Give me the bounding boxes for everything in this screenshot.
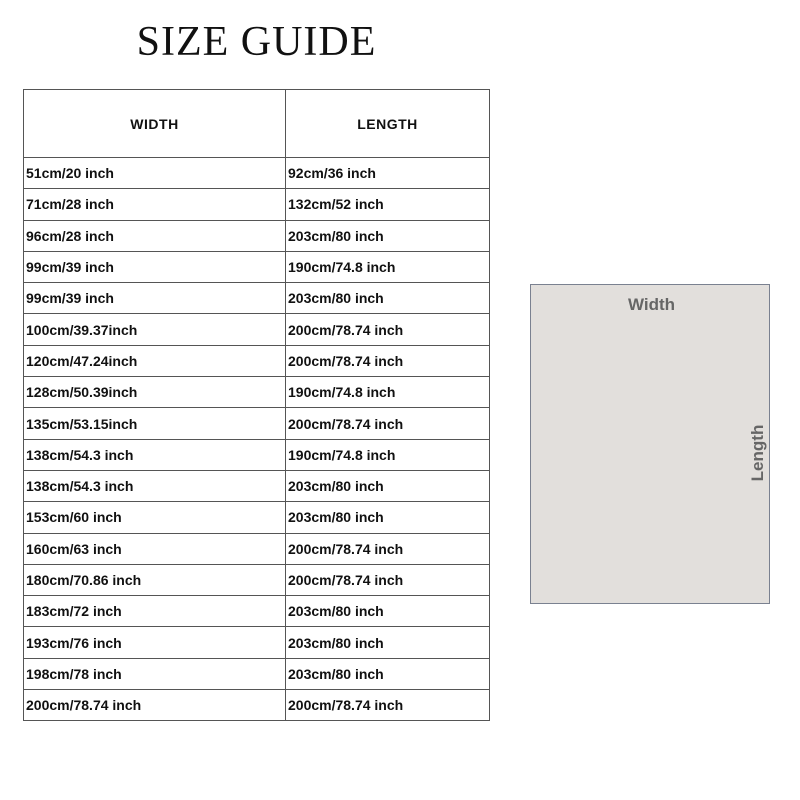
width-cell: 183cm/72 inch xyxy=(24,596,286,627)
width-cell: 120cm/47.24inch xyxy=(24,345,286,376)
table-row xyxy=(24,251,490,282)
width-cell: 180cm/70.86 inch xyxy=(24,564,286,595)
table-row xyxy=(24,220,490,251)
width-cell: 96cm/28 inch xyxy=(24,220,286,251)
length-cell: 200cm/78.74 inch xyxy=(286,690,490,721)
table-row xyxy=(24,596,490,627)
table-header-row xyxy=(24,90,490,158)
table-row xyxy=(24,314,490,345)
diagram-length-label: Length xyxy=(748,424,767,482)
width-cell: 135cm/53.15inch xyxy=(24,408,286,439)
width-cell: 100cm/39.37inch xyxy=(24,314,286,345)
table-row xyxy=(24,533,490,564)
table-row xyxy=(24,377,490,408)
length-cell: 200cm/78.74 inch xyxy=(286,533,490,564)
table-row xyxy=(24,658,490,689)
table-row xyxy=(24,439,490,470)
length-cell: 200cm/78.74 inch xyxy=(286,564,490,595)
blanket-diagram xyxy=(530,284,770,604)
length-cell: 92cm/36 inch xyxy=(286,158,490,189)
length-cell: 203cm/80 inch xyxy=(286,596,490,627)
length-cell: 203cm/80 inch xyxy=(286,502,490,533)
width-cell: 99cm/39 inch xyxy=(24,283,286,314)
table-body xyxy=(24,158,490,721)
width-cell: 198cm/78 inch xyxy=(24,658,286,689)
width-cell: 153cm/60 inch xyxy=(24,502,286,533)
width-cell: 128cm/50.39inch xyxy=(24,377,286,408)
length-cell: 190cm/74.8 inch xyxy=(286,439,490,470)
length-cell: 132cm/52 inch xyxy=(286,189,490,220)
width-cell: 138cm/54.3 inch xyxy=(24,439,286,470)
page-title: SIZE GUIDE xyxy=(136,19,377,65)
size-table xyxy=(23,89,490,721)
length-cell: 203cm/80 inch xyxy=(286,627,490,658)
width-cell: 200cm/78.74 inch xyxy=(24,690,286,721)
width-cell: 71cm/28 inch xyxy=(24,189,286,220)
length-cell: 203cm/80 inch xyxy=(286,470,490,501)
length-cell: 190cm/74.8 inch xyxy=(286,251,490,282)
length-cell: 200cm/78.74 inch xyxy=(286,345,490,376)
length-cell: 203cm/80 inch xyxy=(286,658,490,689)
length-cell: 200cm/78.74 inch xyxy=(286,314,490,345)
length-cell: 203cm/80 inch xyxy=(286,220,490,251)
length-cell: 200cm/78.74 inch xyxy=(286,408,490,439)
column-header-length: LENGTH xyxy=(286,90,490,158)
table-row xyxy=(24,470,490,501)
width-cell: 99cm/39 inch xyxy=(24,251,286,282)
table-row xyxy=(24,283,490,314)
width-cell: 193cm/76 inch xyxy=(24,627,286,658)
width-cell: 138cm/54.3 inch xyxy=(24,470,286,501)
table-row xyxy=(24,189,490,220)
table-row xyxy=(24,564,490,595)
table-row xyxy=(24,627,490,658)
length-cell: 190cm/74.8 inch xyxy=(286,377,490,408)
length-cell: 203cm/80 inch xyxy=(286,283,490,314)
table-row xyxy=(24,345,490,376)
table-row xyxy=(24,502,490,533)
diagram-width-label: Width xyxy=(628,295,676,314)
width-cell: 51cm/20 inch xyxy=(24,158,286,189)
table-row xyxy=(24,408,490,439)
table-row xyxy=(24,158,490,189)
column-header-width: WIDTH xyxy=(24,90,286,158)
table-row xyxy=(24,690,490,721)
width-cell: 160cm/63 inch xyxy=(24,533,286,564)
